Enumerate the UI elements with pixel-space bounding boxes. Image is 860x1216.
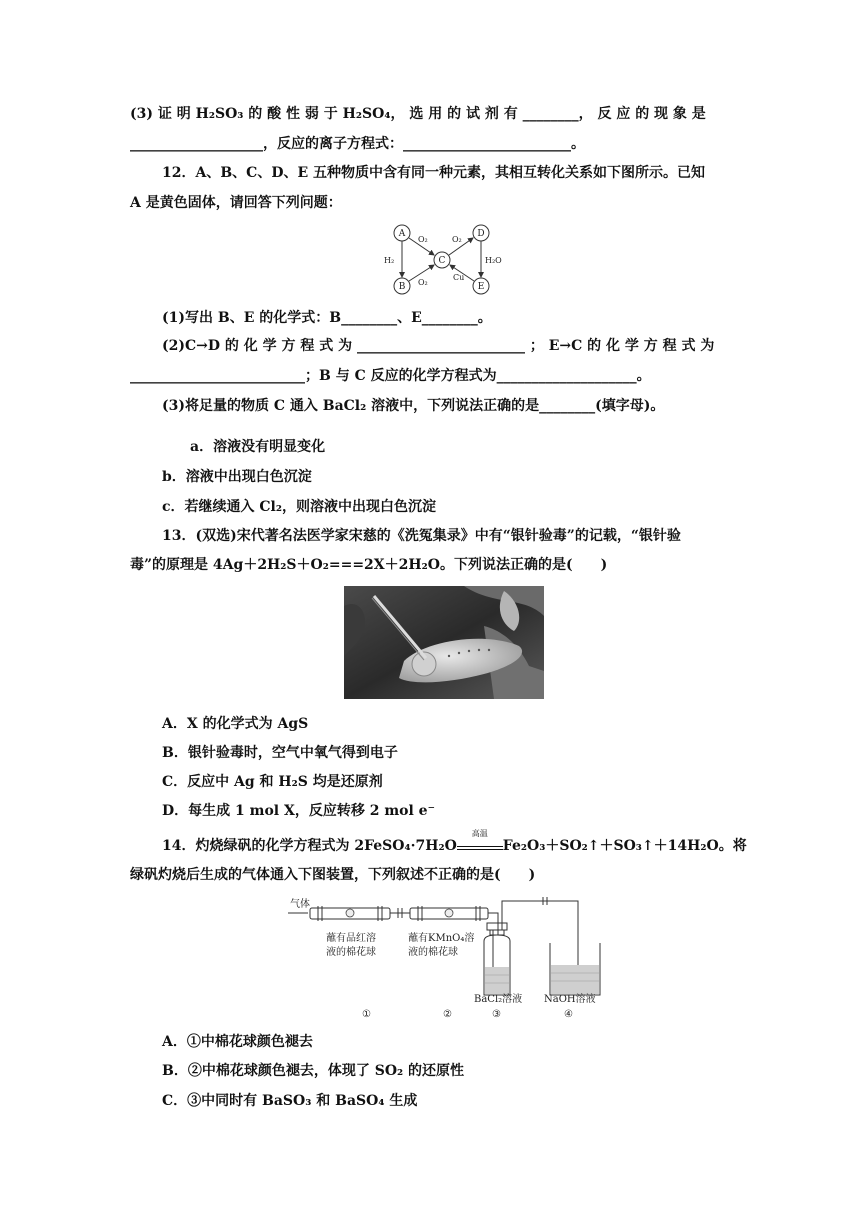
q11-3-line2: ___________________，反应的离子方程式：________________________。 — [130, 136, 585, 152]
number-1: ① — [362, 1009, 371, 1020]
q14-option-a: A．①中棉花球颜色褪去 — [162, 1034, 313, 1050]
q14-stem-line2: 绿矾灼烧后生成的气体通入下图装置，下列叙述不正确的是( ) — [130, 867, 536, 883]
number-3: ③ — [492, 1009, 501, 1020]
high-temp-condition — [457, 829, 503, 850]
number-4: ④ — [564, 1009, 573, 1020]
q12-option-a: a．溶液没有明显变化 — [190, 439, 326, 455]
node-a: A — [398, 229, 406, 239]
bottle3-label: BaCl₂溶液 — [474, 994, 523, 1005]
q13-option-a: A．X 的化学式为 AgS — [162, 716, 309, 732]
label-a-to-b: H₂ — [384, 256, 395, 265]
label-c-to-d: O₂ — [452, 235, 462, 244]
q13-option-c: C．反应中 Ag 和 H₂S 均是还原剂 — [162, 774, 383, 790]
q14-option-b: B．②中棉花球颜色褪去，体现了 SO₂ 的还原性 — [162, 1063, 465, 1079]
q12-part2-line1: (2)C→D 的 化 学 方 程 式 为 ________________________ ； E→C 的 化 学 方 程 式 为 — [162, 338, 715, 354]
cotton1-label-line2: 液的棉花球 — [326, 947, 376, 958]
label-a-to-c: O₂ — [418, 235, 428, 244]
label-d-to-e: H₂O — [485, 256, 502, 265]
beaker4-label: NaOH溶液 — [544, 994, 596, 1005]
node-c: C — [438, 256, 446, 266]
label-b-to-c: O₂ — [418, 278, 428, 287]
q14-stem-line1 — [162, 829, 762, 856]
label-e-to-c: Cu — [453, 273, 465, 282]
gas-label: 气体 — [290, 899, 310, 910]
q14-apparatus-diagram — [288, 895, 608, 1020]
node-b: B — [398, 282, 406, 292]
q13-option-d: D．每生成 1 mol X，反应转移 2 mol e⁻ — [162, 803, 435, 819]
q12-conversion-diagram — [380, 222, 520, 300]
q12-stem-line2: A 是黄色固体，请回答下列问题： — [130, 195, 342, 211]
cotton2-label-line2: 液的棉花球 — [408, 947, 458, 958]
q12-part1: (1)写出 B、E 的化学式：B________、E________。 — [162, 310, 492, 326]
q12-part2-line2: _________________________；B 与 C 反应的化学方程式为____________________。 — [130, 368, 651, 384]
node-e: E — [477, 282, 485, 292]
number-2: ② — [443, 1009, 452, 1020]
silver-needle-photo — [344, 586, 544, 699]
q12-option-c: c．若继续通入 Cl₂，则溶液中出现白色沉淀 — [162, 499, 436, 515]
q13-option-b: B．银针验毒时，空气中氧气得到电子 — [162, 745, 398, 761]
q12-option-b: b．溶液中出现白色沉淀 — [162, 469, 312, 485]
q11-3-line1: (3) 证 明 H₂SO₃ 的 酸 性 弱 于 H₂SO₄， 选 用 的 试 剂 有 ________， 反 应 的 现 象 是 — [130, 106, 706, 122]
q12-stem-line1: 12．A、B、C、D、E 五种物质中含有同一种元素，其相互转化关系如下图所示。已知 — [162, 165, 706, 181]
q14-equation-right: Fe₂O₃＋SO₂↑＋SO₃↑＋14H₂O。将 — [502, 838, 747, 854]
q12-part3: (3)将足量的物质 C 通入 BaCl₂ 溶液中，下列说法正确的是________(填字母)。 — [162, 398, 665, 414]
q13-stem-line2: 毒”的原理是 4Ag＋2H₂S＋O₂===2X＋2H₂O。下列说法正确的是( ) — [130, 557, 608, 573]
q14-option-c: C．③中同时有 BaSO₃ 和 BaSO₄ 生成 — [162, 1093, 418, 1109]
condition-label: 高温 — [471, 829, 488, 838]
cotton1-label-line1: 蘸有品红溶 — [326, 933, 376, 944]
q14-equation-left: 14．灼烧绿矾的化学方程式为 2FeSO₄·7H₂O — [162, 838, 457, 854]
q13-stem-line1: 13．(双选)宋代著名法医学家宋慈的《洗冤集录》中有“银针验毒”的记载，“银针验 — [162, 528, 681, 544]
cotton2-label-line1: 蘸有KMnO₄溶 — [408, 933, 475, 944]
node-d: D — [477, 229, 485, 239]
